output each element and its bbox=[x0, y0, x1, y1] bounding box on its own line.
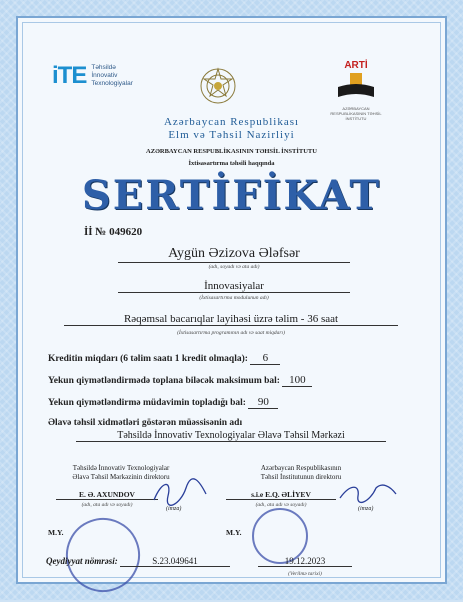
right-seal-place: M.Y. bbox=[226, 528, 242, 537]
provider-name: Təhsildə İnnovativ Texnologiyalar Əlavə Təhsil Mərkəzi bbox=[76, 430, 386, 442]
left-signature-caption: (imza) bbox=[166, 506, 182, 512]
left-signature bbox=[150, 476, 210, 508]
ministry-line-1: Azərbaycan Respublikası bbox=[163, 116, 300, 128]
registration-number: S.23.049641 bbox=[120, 556, 230, 567]
certificate-title: SERTİFİKAT bbox=[81, 172, 382, 219]
issue-date: 19.12.2023 bbox=[258, 556, 352, 567]
ministry-heading bbox=[0, 116, 463, 142]
module-name: İnnovasiyalar bbox=[118, 280, 350, 293]
max-score-label: Yekun qiymətləndirmədə toplana biləcək maksimum bal: bbox=[48, 376, 280, 386]
left-name-caption: (adı, ata adı və soyadı) bbox=[81, 502, 133, 508]
max-score-value: 100 bbox=[282, 374, 312, 387]
certificate-purpose: İxtisasartırma təhsili haqqında bbox=[188, 160, 275, 167]
book-icon bbox=[336, 71, 376, 99]
right-name-caption: (adı, ata adı və soyadı) bbox=[255, 502, 307, 508]
max-score-row bbox=[48, 374, 312, 387]
holder-name-caption: (adı, soyadı və ata adı) bbox=[208, 264, 260, 270]
provider-label: Əlavə təhsil xidmətləri göstərən müəssisənin adı bbox=[48, 418, 243, 428]
score-row bbox=[48, 396, 278, 409]
ministry-line-2: Elm və Təhsil Nazirliyi bbox=[168, 129, 295, 141]
left-title-line: Təhsildə İnnovativ Texnologiyalar bbox=[72, 464, 170, 472]
certificate-number: İİ № 049620 bbox=[84, 226, 143, 238]
right-director-name: s.i.e E.Q. ƏLİYEV bbox=[226, 490, 336, 500]
right-signature-caption: (imza) bbox=[358, 506, 374, 512]
ite-line: Texnologiyalar bbox=[91, 80, 133, 87]
registration-label: Qeydiyyat nömrəsi: bbox=[46, 556, 118, 566]
score-value: 90 bbox=[248, 396, 278, 409]
issue-date-caption: (Verilmə tarixi) bbox=[288, 571, 322, 577]
ite-mark: iTE bbox=[52, 62, 87, 89]
right-title-line: Təhsil İnstitutunun direktoru bbox=[260, 473, 342, 481]
arti-title: ARTİ bbox=[344, 60, 368, 71]
ite-line: İnnovativ bbox=[91, 72, 118, 79]
arti-subtitle: AZƏRBAYCAN RESPUBLİKASININ TƏHSİL İNSTİTUTU bbox=[330, 106, 382, 121]
ite-line: Təhsildə bbox=[91, 64, 116, 71]
credit-value: 6 bbox=[250, 352, 280, 365]
arti-logo bbox=[330, 60, 382, 121]
ite-logo bbox=[52, 62, 133, 90]
program-name: Rəqəmsal bacarıqlar layihəsi üzrə təlim - 36 saat bbox=[64, 313, 398, 326]
left-director-name: E. Ə. AXUNDOV bbox=[56, 490, 158, 500]
institute-name: AZƏRBAYCAN RESPUBLİKASININ TƏHSİL İNSTİTUTU bbox=[146, 148, 317, 155]
ite-text bbox=[91, 64, 133, 88]
module-caption: (İxtisasartırma modulunun adı) bbox=[199, 295, 269, 301]
holder-name: Aygün Əzizova Ələfsər bbox=[118, 246, 350, 263]
score-label: Yekun qiymətləndirmə müdavimin topladığı bal: bbox=[48, 398, 246, 408]
left-title-line: Əlavə Təhsil Mərkəzinin direktoru bbox=[72, 473, 170, 481]
right-title-line: Azərbaycan Respublikasının bbox=[260, 464, 342, 472]
national-emblem-icon bbox=[192, 64, 244, 108]
credit-label: Kreditin miqdarı (6 təlim saatı 1 kredit olmaqla): bbox=[48, 354, 248, 364]
credit-row bbox=[48, 352, 280, 365]
program-caption: (İxtisasartırma programının adı və saat miqdarı) bbox=[177, 330, 285, 336]
left-seal-place: M.Y. bbox=[48, 528, 64, 537]
right-signature bbox=[336, 478, 400, 506]
